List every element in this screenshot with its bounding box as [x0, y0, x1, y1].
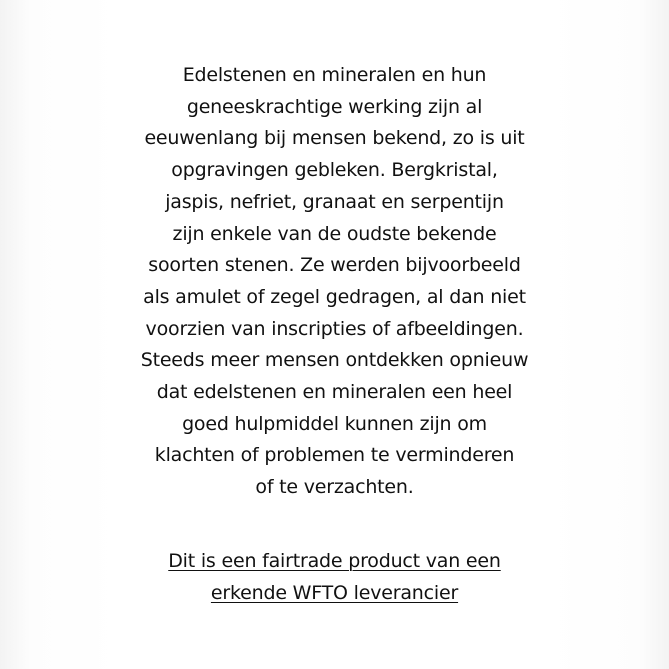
- body-line: dat edelstenen en mineralen een heel: [156, 381, 513, 404]
- body-line: klachten of problemen te verminderen: [154, 444, 515, 467]
- body-line: of te verzachten.: [255, 476, 414, 499]
- footer-line: [0, 546, 669, 578]
- body-line: soorten stenen. Ze werden bijvoorbeeld: [148, 254, 521, 277]
- body-line: als amulet of zegel gedragen, al dan niet: [143, 285, 526, 308]
- body-line: voorzien van inscripties of afbeeldingen.: [145, 317, 524, 340]
- footer-line: [0, 578, 669, 610]
- body-line: Steeds meer mensen ontdekken opnieuw: [140, 349, 529, 372]
- body-text: [0, 60, 669, 504]
- footer-line-text: erkende WFTO leverancier: [210, 581, 459, 604]
- body-line: opgravingen gebleken. Bergkristal,: [171, 159, 498, 182]
- body-line: geneeskrachtige werking zijn al: [186, 95, 483, 118]
- footer-line-text: Dit is een fairtrade product van een: [168, 550, 501, 572]
- fairtrade-notice: [0, 546, 669, 609]
- body-line: zijn enkele van de oudste bekende: [172, 222, 497, 245]
- body-line: Edelstenen en mineralen en hun: [182, 64, 487, 86]
- body-line: goed hulpmiddel kunnen zijn om: [182, 412, 487, 435]
- body-line: eeuwenlang bij mensen bekend, zo is uit: [144, 127, 525, 150]
- body-line: jaspis, nefriet, granaat en serpentijn: [165, 190, 504, 213]
